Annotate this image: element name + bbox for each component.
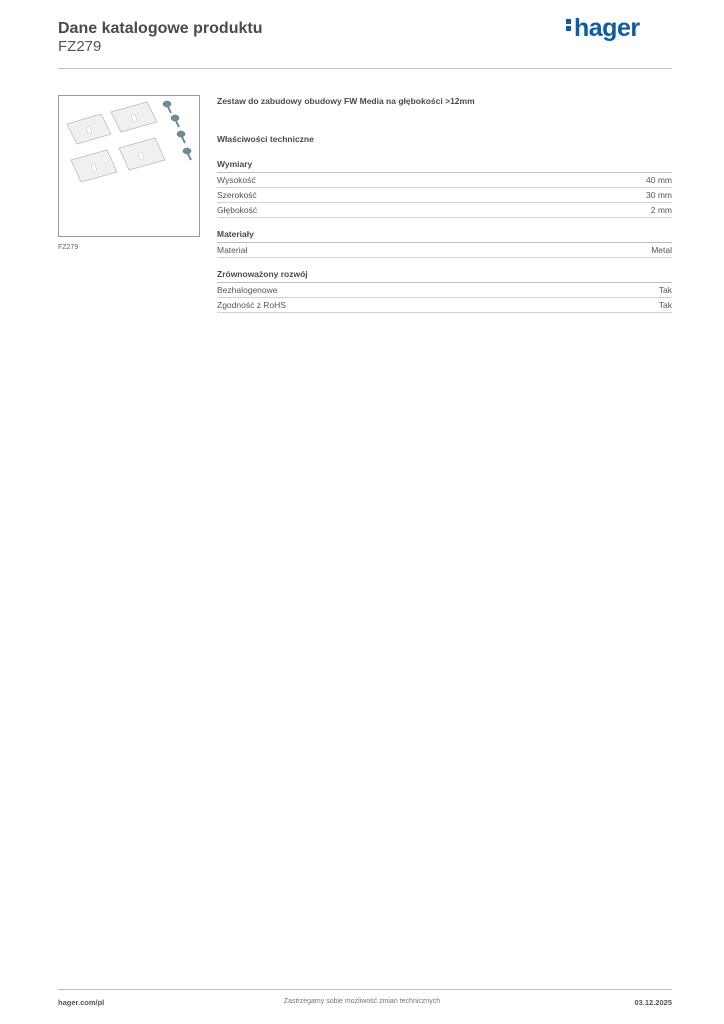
- logo-text: hager: [574, 14, 640, 42]
- spec-row: [217, 298, 672, 313]
- spec-group-title: Zrównoważony rozwój: [217, 269, 672, 283]
- spec-value: Tak: [658, 285, 672, 295]
- spec-row: [217, 243, 672, 258]
- logo-dots-icon: [566, 17, 572, 33]
- mounting-plates-illustration: [59, 96, 199, 236]
- spec-label: Szerokość: [217, 190, 257, 200]
- image-caption: FZ279: [58, 244, 79, 251]
- footer-notice: Zastrzegamy sobie możliwość zmian technicznych: [283, 998, 441, 1005]
- spec-label: Materiał: [217, 245, 248, 255]
- spec-value: Metal: [651, 245, 672, 255]
- spec-value: 30 mm: [646, 190, 672, 200]
- product-description: Zestaw do zabudowy obudowy FW Media na głębokości >12mm: [217, 96, 475, 106]
- spec-label: Zgodność z RoHS: [217, 300, 286, 310]
- spec-value: Tak: [658, 300, 672, 310]
- spec-group-dimensions: [217, 159, 672, 218]
- spec-row: [217, 173, 672, 188]
- spec-label: Bezhalogenowe: [217, 285, 278, 295]
- spec-row: [217, 188, 672, 203]
- footer-website-link[interactable]: hager.com/pl: [58, 998, 105, 1007]
- product-code: FZ279: [58, 38, 102, 55]
- spec-group-materials: [217, 229, 672, 258]
- spec-row: [217, 203, 672, 218]
- footer-date: 03.12.2025: [634, 998, 672, 1007]
- spec-group-sustainability: [217, 269, 672, 313]
- footer-divider: [58, 989, 672, 990]
- technical-properties-heading: Właściwości techniczne: [217, 134, 314, 144]
- spec-value: 2 mm: [650, 205, 672, 215]
- spec-label: Wysokość: [217, 175, 256, 185]
- spec-group-title: Materiały: [217, 229, 672, 243]
- product-image: [58, 95, 200, 237]
- spec-group-title: Wymiary: [217, 159, 672, 173]
- header-divider: [58, 68, 672, 69]
- spec-label: Głębokość: [217, 205, 258, 215]
- page-title: Dane katalogowe produktu: [58, 20, 263, 37]
- hager-logo: [566, 14, 640, 43]
- spec-value: 40 mm: [646, 175, 672, 185]
- spec-row: [217, 283, 672, 298]
- product-details: [217, 96, 672, 324]
